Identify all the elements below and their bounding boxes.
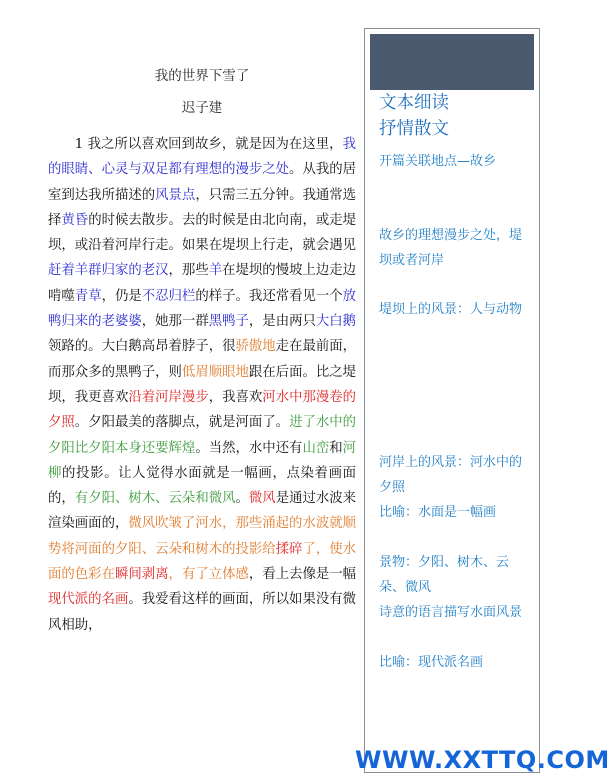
highlighted-phrase: 了，使水面的色彩在 xyxy=(48,541,357,583)
highlighted-phrase: 黄昏 xyxy=(61,212,89,228)
highlighted-phrase: 沿着河岸漫步 xyxy=(128,389,209,405)
body-text-run: 在堤坝的慢坡上边走边啃噬 xyxy=(48,263,357,304)
sidebar-note: 比喻：水面是一幅画 xyxy=(379,505,497,520)
sidebar-note: 比喻：现代派名画 xyxy=(379,655,484,670)
body-text-run: 的投影。让人觉得水面就是一幅画，点染着画面的， xyxy=(48,465,357,507)
article-author: 迟子建 xyxy=(181,100,223,116)
sidebar-header-bar xyxy=(370,34,534,90)
article-body xyxy=(48,132,356,638)
sidebar-title-genre: 抒情散文 xyxy=(379,119,449,139)
highlighted-phrase: 有夕阳、树木、云朵和微风 xyxy=(74,491,236,507)
highlighted-phrase: 河柳 xyxy=(48,440,357,481)
highlighted-phrase: 微风吹皱了河水，那些涌起的水波就顺势将河面的夕阳、云朵和树木的投影给 xyxy=(48,516,357,557)
highlighted-phrase: 河水中那漫卷的夕照 xyxy=(48,389,357,431)
body-text-run: ，我喜欢 xyxy=(208,389,263,405)
sidebar-note: 河岸上的风景：河水中的夕照 xyxy=(379,455,523,495)
highlighted-phrase: 风景点 xyxy=(155,187,196,203)
article-column xyxy=(48,62,356,638)
site-watermark: WWW.XXTTQ.COM xyxy=(355,746,610,774)
body-text-run: ，那些 xyxy=(168,263,209,279)
highlighted-phrase: 我的眼睛、心灵与双足都有理想的漫步之处 xyxy=(48,137,356,178)
highlighted-phrase: 黑鸭子 xyxy=(208,314,249,330)
highlighted-phrase: 大白鹅 xyxy=(315,314,357,330)
sidebar-title-reading: 文本细读 xyxy=(379,93,449,113)
highlighted-phrase: 山峦 xyxy=(302,440,330,456)
body-text-run: 的样子。我还常看见一个 xyxy=(195,288,343,304)
highlighted-phrase: 瞬间剥离 xyxy=(114,567,169,583)
sidebar-note: 景物：夕阳、树木、云朵、微风 xyxy=(379,555,510,595)
highlighted-phrase: ，有了立体感 xyxy=(168,567,249,583)
body-text-run: 领路的。大白鹅高昂着脖子，很 xyxy=(48,339,236,355)
highlighted-phrase: 青草 xyxy=(74,288,102,304)
highlighted-phrase: 羊 xyxy=(208,263,223,279)
highlighted-phrase: 现代派的名画 xyxy=(48,592,129,608)
body-text-run: 走在最前面，而那众多的黑鸭子，则 xyxy=(48,339,357,380)
highlighted-phrase: 不忍归栏 xyxy=(141,288,196,304)
body-text-run: ，看上去像是一幅 xyxy=(248,567,357,583)
sidebar-note: 开篇关联地点—故乡 xyxy=(379,154,497,169)
body-text-run: 和 xyxy=(329,440,343,456)
annotation-sidebar xyxy=(364,28,540,773)
highlighted-phrase: 赶着羊群归家的老汉 xyxy=(48,263,169,279)
body-text-run: ，她那一群 xyxy=(141,314,209,330)
body-text-run: ，是由两只 xyxy=(248,314,316,330)
body-text-run: 。当然，水中还有 xyxy=(195,440,303,456)
body-text-run: 跟在后面。比之堤坝，我更喜欢 xyxy=(48,364,357,405)
highlighted-phrase: 进了水中的夕阳比夕阳本身还要辉煌 xyxy=(48,415,357,456)
sidebar-note: 诗意的语言描写水面风景 xyxy=(379,605,523,620)
body-text-run: 是通过水波来渲染画面的， xyxy=(48,491,357,532)
highlighted-phrase: 低眉顺眼地 xyxy=(181,364,249,380)
body-text-run: 1 我之所以喜欢回到故乡，就是因为在这里， xyxy=(74,137,343,152)
body-text-run: 。从我的居室到达我所描述的 xyxy=(48,162,357,203)
body-text-run: 。 xyxy=(235,491,249,507)
body-text-run: ，仍是 xyxy=(101,288,142,304)
body-text-run: 。夕阳最美的落脚点，就是河面了。 xyxy=(74,415,290,431)
body-text-run: ，只需三五分钟。我通常选择 xyxy=(48,187,357,228)
highlighted-phrase: 微风 xyxy=(248,491,276,507)
highlighted-phrase: 骄傲地 xyxy=(235,339,276,355)
highlighted-phrase: 揉碎 xyxy=(275,541,303,557)
sidebar-note: 堤坝上的风景：人与动物 xyxy=(379,302,523,317)
sidebar-note: 故乡的理想漫步之处，堤坝或者河岸 xyxy=(379,228,523,268)
article-title: 我的世界下雪了 xyxy=(154,68,250,84)
highlighted-phrase: 放鸭归来的老婆婆 xyxy=(48,288,357,330)
body-text-run: 。我爱看这样的画面，所以如果没有微风相助， xyxy=(48,592,357,633)
body-text-run: 的时候去散步。去的时候是由北向南，或走堤坝，或沿着河岸行走。如果在堤坝上行走，就会遇见 xyxy=(48,212,357,254)
